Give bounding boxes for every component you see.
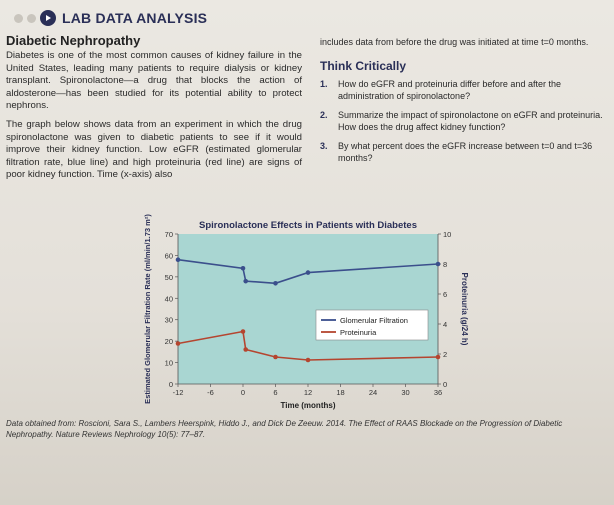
y2-tick-label: 10 (443, 230, 452, 239)
y2-axis-label: Proteinuria (g/24 h) (460, 272, 469, 346)
question-text: By what percent does the eGFR increase between t=0 and t=36 months? (338, 141, 593, 163)
x-tick-label: 36 (433, 388, 443, 397)
source-citation: Data obtained from: Roscioni, Sara S., Lambers Heerspink, Hiddo J., and Dick De Zeeuw. 2014. The Effect of RAAS Blockade on the Progression of Diabetic Nephropathy. Nature Reviews Nephrology 10(5): 77–87. (6, 419, 563, 439)
lab-header-title: LAB DATA ANALYSIS (62, 10, 208, 26)
data-point (176, 341, 181, 346)
y-tick-label: 30 (164, 315, 173, 325)
x-tick-label: 24 (368, 388, 378, 397)
x-tick-label: 0 (240, 388, 246, 397)
y-tick-label: 20 (164, 337, 173, 347)
question-item (320, 78, 604, 102)
y-tick-label: 0 (168, 380, 173, 389)
data-point (241, 329, 246, 334)
chart-title: Spironolactone Effects in Patients with Diabetes (198, 220, 418, 231)
lab-header (14, 8, 207, 28)
intro-paragraph: Diabetes is one of the most common causes of kidney failure in the United States, leading many patients to require dialysis or kidney transplant. Spironolactone—a drug that blocks the action of aldosterone—has been studied for its potential ability to protect nephrons. (6, 50, 302, 112)
y2-tick-label: 4 (443, 320, 448, 329)
section-title: Diabetic Nephropathy (6, 33, 141, 48)
decorative-dot-icon (27, 14, 36, 23)
x-tick-label: 30 (401, 388, 410, 397)
y2-tick-label: 2 (443, 350, 448, 359)
data-point (241, 266, 246, 271)
y-tick-label: 70 (164, 230, 173, 239)
question-item (320, 109, 604, 133)
y2-tick-label: 0 (443, 380, 448, 389)
y-tick-label: 50 (164, 272, 173, 282)
legend-entry: Proteinuria (340, 328, 377, 337)
y-tick-label: 10 (164, 358, 173, 368)
y2-tick-label: 8 (443, 260, 448, 269)
x-tick-label: -6 (207, 388, 214, 397)
spironolactone-chart (130, 216, 470, 416)
play-icon (40, 10, 56, 26)
y-axis-label: Estimated Glomerular Filtration Rate (ml/min/1.73 m²) (143, 214, 152, 404)
x-tick-label: 6 (273, 388, 278, 397)
y2-tick-label: 6 (443, 290, 448, 299)
question-number: 3. (320, 141, 328, 151)
legend-entry: Glomerular Filtration (340, 316, 408, 325)
data-point (306, 358, 311, 363)
chart-svg (130, 216, 470, 416)
experiment-paragraph: The graph below shows data from an experiment in which the drug spironolactone was given to diabetic patients to see if it would improve their kidney function. Low eGFR (estimated glomerular filtration rate, blue line) and high proteinuria (red line) are signs of poor kidney function. Time (x-axis) also (6, 118, 302, 181)
data-point (273, 355, 278, 360)
data-point (243, 347, 248, 352)
right-column (320, 36, 604, 171)
data-point (436, 355, 441, 360)
x-tick-label: -12 (172, 388, 184, 397)
question-text: Summarize the impact of spironolactone on eGFR and proteinuria. How does the drug affect kidney function? (338, 110, 603, 132)
x-axis-label: Time (months) (280, 401, 336, 410)
decorative-dot-icon (14, 14, 23, 23)
question-number: 1. (320, 79, 328, 89)
data-point (306, 270, 311, 275)
continuation-paragraph: includes data from before the drug was initiated at time t=0 months. (320, 37, 589, 47)
question-text: How do eGFR and proteinuria differ before and after the administration of spironolactone? (338, 79, 561, 101)
x-tick-label: 12 (303, 388, 313, 397)
data-point (176, 257, 181, 262)
left-column (6, 50, 302, 188)
question-number: 2. (320, 110, 328, 120)
x-tick-label: 18 (336, 388, 345, 397)
data-point (436, 262, 441, 267)
data-point (273, 281, 278, 286)
y-tick-label: 40 (164, 294, 173, 304)
question-item (320, 140, 604, 164)
data-point (243, 279, 248, 284)
think-critically-title: Think Critically (320, 59, 407, 73)
y-tick-label: 60 (164, 251, 173, 261)
